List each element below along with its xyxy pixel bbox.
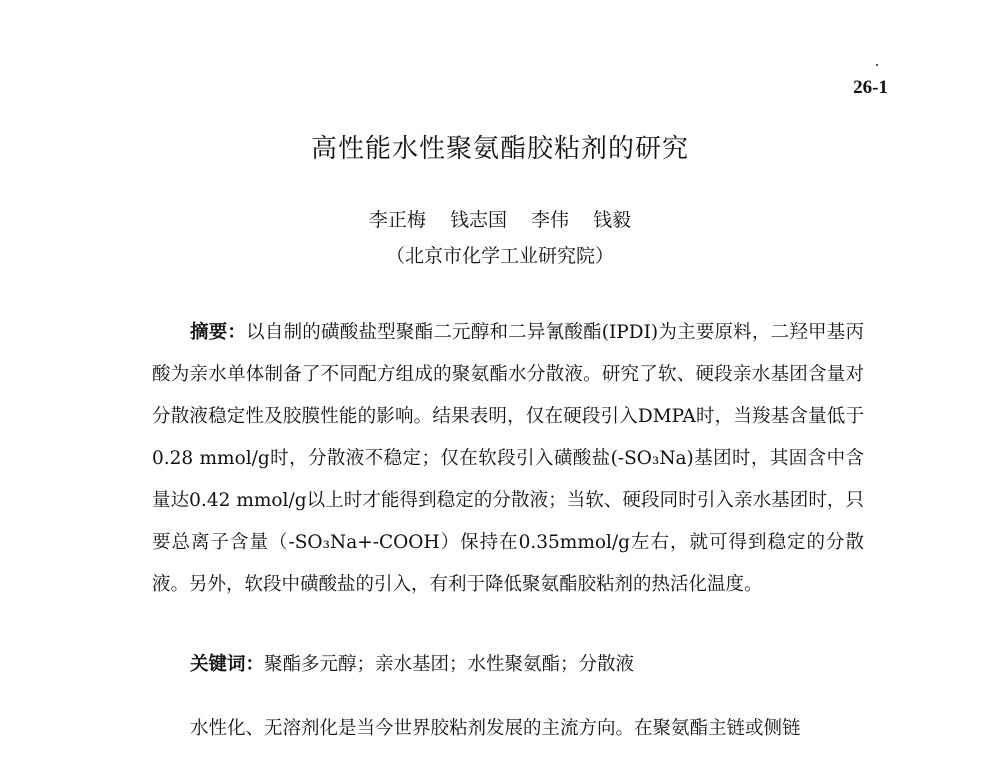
author-name: 钱志国 (449, 209, 507, 231)
author-name: 李正梅 (368, 209, 426, 231)
affiliation: （北京市化学工业研究院） (385, 245, 614, 267)
page-number: 26-1 (853, 77, 888, 98)
scan-speck (876, 64, 878, 66)
keywords (190, 650, 634, 676)
author-list (0, 205, 1000, 232)
author-name: 钱毅 (593, 209, 632, 231)
author-name: 李伟 (531, 209, 570, 231)
abstract (152, 312, 864, 606)
keywords-text: 聚酯多元醇；亲水基团；水性聚氨酯；分散液 (264, 654, 635, 675)
keywords-label: 关键词： (190, 654, 265, 675)
abstract-label: 摘要： (190, 322, 247, 343)
paper-title: 高性能水性聚氨酯胶粘剂的研究 (310, 134, 689, 164)
abstract-text: 以自制的磺酸盐型聚酯二元醇和二异氰酸酯(IPDI)为主要原料，二羟甲基丙酸为亲水单体制备了不同配方组成的聚氨酯水分散液。研究了软、硬段亲水基团含量对分散液稳定性及胶膜性能的影响。结果表明，仅在硬段引入DMPA时，当羧基含量低于0.28 mmol/g时，分散液不稳定；仅在软段引入磺酸盐(-SO₃Na)基团时，其固含中含量达0.42 mmol/g以上时才能得到稳定的分散液；当软、硬段同时引入亲水基团时，只要总离子含量（-SO₃Na+-COOH）保持在0.35mmol/g左右，就可得到稳定的分散液。另外，软段中磺酸盐的引入，有利于降低聚氨酯胶粘剂的热活化温度。 (152, 322, 864, 595)
body-paragraph: 水性化、无溶剂化是当今世界胶粘剂发展的主流方向。在聚氨酯主链或侧链 (190, 718, 801, 739)
